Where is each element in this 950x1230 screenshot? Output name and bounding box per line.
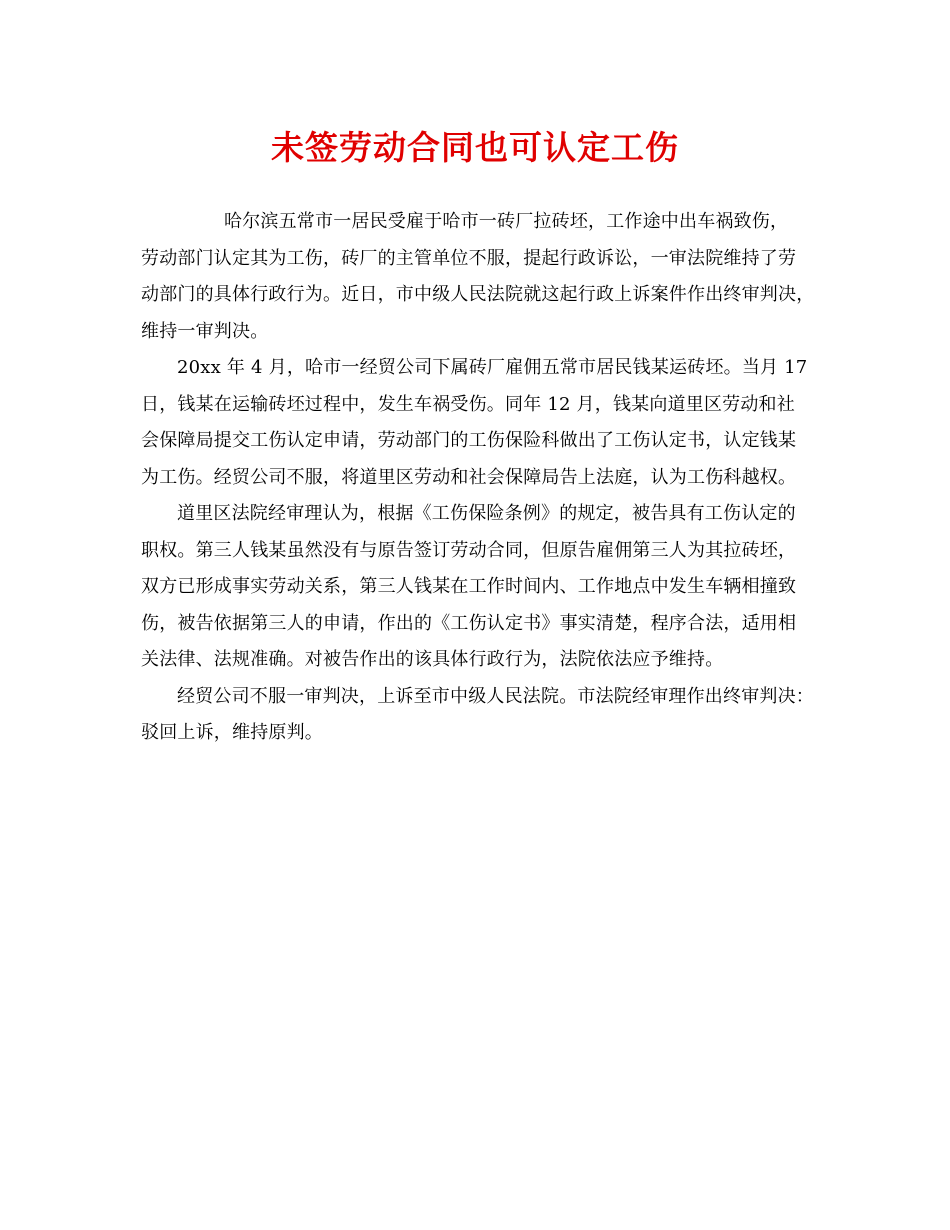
paragraph <box>141 350 816 496</box>
paragraph-line: 维持一审判决。 <box>141 320 269 342</box>
document-title: 未签劳动合同也可认定工伤 <box>271 128 679 167</box>
paragraph-line: 经贸公司不服一审判决，上诉至市中级人民法院。市法院经审理作出终审判决： <box>177 685 814 707</box>
document-body <box>141 204 816 752</box>
paragraph <box>141 679 816 752</box>
paragraph-line: 关法律、法规准确。对被告作出的该具体行政行为，法院依法应予维持。 <box>141 649 724 670</box>
paragraph-line: 驳回上诉，维持原判。 <box>141 722 323 743</box>
paragraph-line: 会保障局提交工伤认定申请，劳动部门的工伤保险科做出了工伤认定书，认定钱某 <box>141 430 797 451</box>
paragraph-line: 动部门的具体行政行为。近日，市中级人民法院就这起行政上诉案件作出终审判决， <box>141 284 815 305</box>
paragraph-line: 劳动部门认定其为工伤，砖厂的主管单位不服，提起行政诉讼，一审法院维持了劳 <box>141 247 797 269</box>
paragraph <box>141 204 816 350</box>
paragraph-line: 双方已形成事实劳动关系，第三人钱某在工作时间内、工作地点中发生车辆相撞致 <box>141 576 797 597</box>
paragraph-line: 道里区法院经审理认为，根据《工伤保险条例》的规定，被告具有工伤认定的 <box>177 503 796 524</box>
paragraph-line: 日，钱某在运输砖坯过程中，发生车祸受伤。同年 12 月，钱某向道里区劳动和社 <box>141 393 795 415</box>
paragraph-line: 伤，被告依据第三人的申请，作出的《工伤认定书》事实清楚，程序合法，适用相 <box>141 612 797 634</box>
paragraph-line: 职权。第三人钱某虽然没有与原告签订劳动合同，但原告雇佣第三人为其拉砖坯， <box>141 539 797 561</box>
paragraph-line: 哈尔滨五常市一居民受雇于哈市一砖厂拉砖坯，工作途中出车祸致伤， <box>224 211 789 232</box>
paragraph <box>141 496 816 679</box>
paragraph-line: 为工伤。经贸公司不服，将道里区劳动和社会保障局告上法庭，认为工伤科越权。 <box>141 466 797 488</box>
paragraph-line: 20xx 年 4 月，哈市一经贸公司下属砖厂雇佣五常市居民钱某运砖坯。当月 17 <box>177 357 808 378</box>
